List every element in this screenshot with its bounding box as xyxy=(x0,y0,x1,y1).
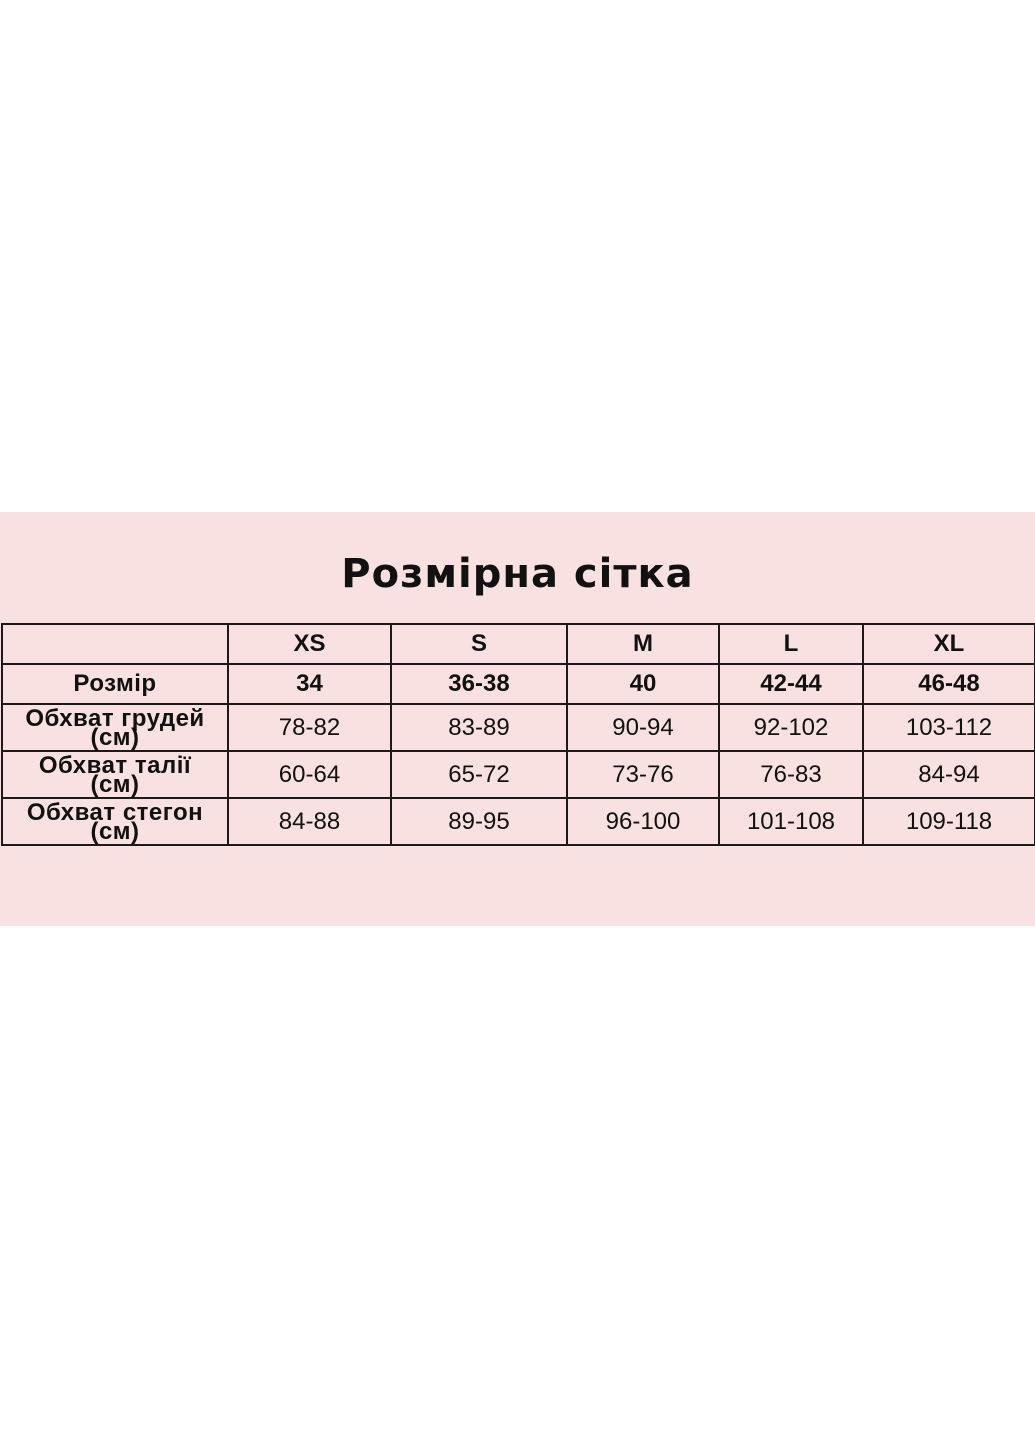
row-label-size: Розмір xyxy=(2,664,228,704)
size-cell: 36-38 xyxy=(391,664,567,704)
header-cell-l: L xyxy=(719,624,863,664)
waist-row xyxy=(2,751,1035,798)
measure-cell: 78-82 xyxy=(228,704,391,751)
measure-cell: 89-95 xyxy=(391,798,567,845)
row-label-hips: Обхват стегон (см) xyxy=(2,798,228,845)
size-cell: 42-44 xyxy=(719,664,863,704)
size-cell: 34 xyxy=(228,664,391,704)
size-cell: 40 xyxy=(567,664,719,704)
measure-cell: 76-83 xyxy=(719,751,863,798)
measure-cell: 109-118 xyxy=(863,798,1035,845)
measure-cell: 84-88 xyxy=(228,798,391,845)
size-row xyxy=(2,664,1035,704)
measure-cell: 92-102 xyxy=(719,704,863,751)
hips-row xyxy=(2,798,1035,845)
header-cell-xs: XS xyxy=(228,624,391,664)
header-cell-s: S xyxy=(391,624,567,664)
measure-cell: 83-89 xyxy=(391,704,567,751)
size-chart-table xyxy=(1,623,1035,846)
row-label-bust: Обхват грудей (см) xyxy=(2,704,228,751)
header-row xyxy=(2,624,1035,664)
page-title: Розмірна сітка xyxy=(341,551,694,597)
measure-cell: 65-72 xyxy=(391,751,567,798)
measure-cell: 101-108 xyxy=(719,798,863,845)
row-label-waist: Обхват талії (см) xyxy=(2,751,228,798)
header-cell-m: M xyxy=(567,624,719,664)
header-cell-xl: XL xyxy=(863,624,1035,664)
corner-cell xyxy=(2,624,228,664)
measure-cell: 90-94 xyxy=(567,704,719,751)
measure-cell: 73-76 xyxy=(567,751,719,798)
measure-cell: 96-100 xyxy=(567,798,719,845)
bust-row xyxy=(2,704,1035,751)
measure-cell: 103-112 xyxy=(863,704,1035,751)
measure-cell: 60-64 xyxy=(228,751,391,798)
measure-cell: 84-94 xyxy=(863,751,1035,798)
size-cell: 46-48 xyxy=(863,664,1035,704)
